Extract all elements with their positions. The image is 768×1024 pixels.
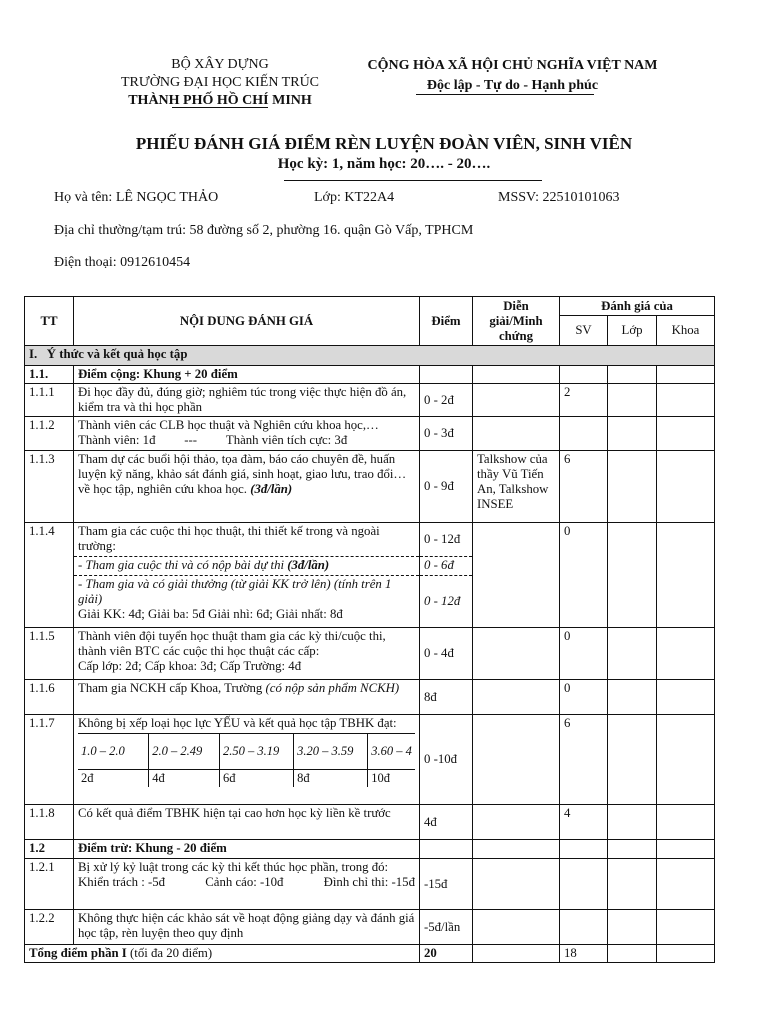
row-sv: 0 — [560, 523, 608, 628]
row-content: Điểm trừ: Khung - 20 điểm — [74, 840, 420, 859]
total-label-rest: (tối đa 20 điểm) — [126, 946, 213, 960]
gpa-range: 2.50 – 3.19 — [220, 734, 294, 770]
row-score: 0 - 4đ — [420, 628, 473, 680]
row-content — [74, 451, 420, 523]
header-khoa: Khoa — [657, 316, 715, 346]
row-note: (3đ/lần) — [250, 482, 293, 496]
institution-header — [95, 56, 345, 110]
row-tt: 1.1. — [25, 366, 74, 384]
row-tt: 1.1.3 — [25, 451, 74, 523]
row-prizes: Giải KK: 4đ; Giải ba: 5đ Giải nhì: 6đ; Giải nhất: 8đ — [78, 607, 343, 621]
university-name: TRƯỜNG ĐẠI HỌC KIẾN TRÚC — [120, 75, 320, 90]
row-sv: 4 — [560, 805, 608, 840]
form-subtitle: Học kỳ: 1, năm học: 20…. - 20…. — [277, 156, 491, 172]
row-tt: 1.1.1 — [25, 384, 74, 417]
gpa-table — [78, 733, 415, 787]
row-score: 0 -10đ — [420, 715, 473, 805]
gpa-points: 8đ — [294, 770, 368, 788]
table-row — [25, 715, 715, 805]
row-score: 0 - 12đ — [420, 576, 473, 628]
gpa-points: 2đ — [78, 770, 149, 788]
penalty-item: Khiển trách : -5đ — [78, 875, 166, 889]
row-text: - Tham gia và có giải thưởng (từ giải KK trở lên) (tính trên 1 giải) — [78, 577, 392, 606]
row-score: 4đ — [420, 805, 473, 840]
gpa-points: 10đ — [368, 770, 415, 788]
row-tt: 1.1.4 — [25, 523, 74, 628]
gpa-range: 2.0 – 2.49 — [149, 734, 220, 770]
row-content — [74, 715, 420, 805]
row-text: - Tham gia cuộc thi và có nộp bài dự thi — [78, 558, 285, 572]
plus-header-row — [25, 366, 715, 384]
separator: --- — [184, 433, 198, 447]
row-tt: 1.1.2 — [25, 417, 74, 451]
row-tt: 1.1.8 — [25, 805, 74, 840]
table-row — [25, 910, 715, 945]
city-name: THÀNH PHỐ HỒ CHÍ MINH — [128, 93, 312, 108]
row-score: 0 - 12đ — [420, 523, 473, 557]
row-score: -5đ/lần — [420, 910, 473, 945]
header-left-rule — [172, 107, 268, 108]
row-sv: 6 — [560, 451, 608, 523]
table-header-row — [25, 297, 715, 316]
total-row — [25, 945, 715, 963]
row-tt: 1.1.7 — [25, 715, 74, 805]
form-title: PHIẾU ĐÁNH GIÁ ĐIỂM RÈN LUYỆN ĐOÀN VIÊN, SINH VIÊN — [135, 134, 633, 153]
row-sv: 0 — [560, 628, 608, 680]
total-label — [25, 945, 420, 963]
row-text: Tham dự các buổi hội thảo, tọa đàm, báo cáo chuyên đề, huấn luyện kỹ năng, khảo sát đánh giá, sinh hoạt, giao lưu, trao đổi… về học tập, nghiên cứu khoa học. — [78, 452, 407, 496]
row-content — [74, 417, 420, 451]
table-row — [25, 859, 715, 910]
table-row — [25, 417, 715, 451]
row-content: Không thực hiện các khảo sát về hoạt động giảng dạy và đánh giá học tập, rèn luyện theo quy định — [74, 910, 420, 945]
header-score: Điểm — [420, 297, 473, 346]
row-content — [74, 680, 420, 715]
header-content: NỘI DUNG ĐÁNH GIÁ — [74, 297, 420, 346]
table-row — [25, 805, 715, 840]
student-id: MSSV: 22510101063 — [498, 190, 620, 205]
row-levels: Cấp lớp: 2đ; Cấp khoa: 3đ; Cấp Trường: 4đ — [78, 659, 302, 673]
row-line: Thành viên các CLB học thuật và Nghiên cứu khoa học,… — [78, 418, 379, 432]
national-header — [340, 56, 685, 96]
country-name: CỘNG HÒA XÃ HỘI CHỦ NGHĨA VIỆT NAM — [367, 58, 658, 73]
table-row — [25, 523, 715, 557]
row-text: Thành viên đội tuyển học thuật tham gia các kỳ thi/cuộc thi, thành viên BTC các cuộc thi học thuật các cấp: — [78, 629, 386, 658]
row-sv: 0 — [560, 680, 608, 715]
gpa-range: 1.0 – 2.0 — [78, 734, 149, 770]
row-content: Có kết quả điểm TBHK hiện tại cao hơn học kỳ liền kề trước — [74, 805, 420, 840]
total-sv: 18 — [560, 945, 608, 963]
row-sv: 2 — [560, 384, 608, 417]
header-right-rule — [416, 94, 594, 95]
table-row — [25, 451, 715, 523]
row-score: -15đ — [420, 859, 473, 910]
student-name: Họ và tên: LÊ NGỌC THẢO — [54, 190, 219, 205]
row-note: (3đ/lần) — [287, 558, 330, 572]
row-text: Tham gia NCKH cấp Khoa, Trường — [78, 681, 263, 695]
student-class: Lớp: KT22A4 — [314, 190, 395, 205]
national-motto: Độc lập - Tự do - Hạnh phúc — [426, 78, 599, 93]
row-text: Không bị xếp loại học lực YẾU và kết quả học tập TBHK đạt: — [78, 716, 397, 730]
gpa-range: 3.20 – 3.59 — [294, 734, 368, 770]
row-score: 0 - 6đ — [420, 557, 473, 576]
table-row — [25, 680, 715, 715]
row-note: (có nộp sản phẩm NCKH) — [265, 681, 400, 695]
penalty-item: Cảnh cáo: -10đ — [205, 875, 284, 889]
row-content — [74, 557, 420, 576]
row-content — [74, 628, 420, 680]
gpa-points: 4đ — [149, 770, 220, 788]
student-phone: Điện thoại: 0912610454 — [54, 255, 191, 270]
table-row — [25, 384, 715, 417]
header-eval-by: Đánh giá của — [560, 297, 715, 316]
row-score: 8đ — [420, 680, 473, 715]
row-sv: 6 — [560, 715, 608, 805]
ministry-name: BỘ XÂY DỰNG — [171, 57, 269, 72]
gpa-points-row — [78, 770, 415, 788]
minus-header-row — [25, 840, 715, 859]
gpa-ranges-row — [78, 734, 415, 770]
header-evidence: Diễn giải/Minh chứng — [473, 297, 560, 346]
row-content — [74, 576, 420, 628]
table-row — [25, 628, 715, 680]
row-content: Đi học đầy đủ, đúng giờ; nghiêm túc trong việc thực hiện đồ án, kiểm tra và thi học phần — [74, 384, 420, 417]
row-tt: 1.2.1 — [25, 859, 74, 910]
row-tt: 1.2.2 — [25, 910, 74, 945]
section-tt: I. — [29, 347, 38, 361]
subtitle-rule — [284, 180, 542, 181]
penalty-item: Đình chỉ thi: -15đ — [323, 875, 415, 889]
total-score: 20 — [420, 945, 473, 963]
section-label: Ý thức và kết quả học tập — [46, 347, 188, 361]
row-content: Điểm cộng: Khung + 20 điểm — [74, 366, 420, 384]
row-score: 0 - 2đ — [420, 384, 473, 417]
member-points: Thành viên: 1đ — [78, 433, 156, 447]
section-row — [25, 346, 715, 366]
gpa-points: 6đ — [220, 770, 294, 788]
row-content — [74, 859, 420, 910]
row-tt: 1.1.5 — [25, 628, 74, 680]
active-member-points: Thành viên tích cực: 3đ — [225, 433, 348, 447]
row-tt: 1.2 — [25, 840, 74, 859]
header-sv: SV — [560, 316, 608, 346]
header-tt: TT — [25, 297, 74, 346]
gpa-range: 3.60 – 4 — [368, 734, 415, 770]
total-label-bold: Tổng điểm phần I — [29, 946, 127, 960]
header-lop: Lớp — [608, 316, 657, 346]
row-content: Tham gia các cuộc thi học thuật, thi thiết kế trong và ngoài trường: — [74, 523, 420, 557]
row-text: Bị xử lý kỷ luật trong các kỳ thi kết thúc học phần, trong đó: — [78, 860, 389, 874]
row-evidence: Talkshow của thầy Vũ Tiến An, Talkshow INSEE — [473, 451, 560, 523]
row-line — [78, 433, 415, 448]
row-score: 0 - 3đ — [420, 417, 473, 451]
penalty-list — [78, 875, 415, 890]
evaluation-table — [24, 296, 715, 963]
student-address: Địa chỉ thường/tạm trú: 58 đường số 2, phường 16. quận Gò Vấp, TPHCM — [54, 223, 474, 238]
row-score: 0 - 9đ — [420, 451, 473, 523]
row-tt: 1.1.6 — [25, 680, 74, 715]
